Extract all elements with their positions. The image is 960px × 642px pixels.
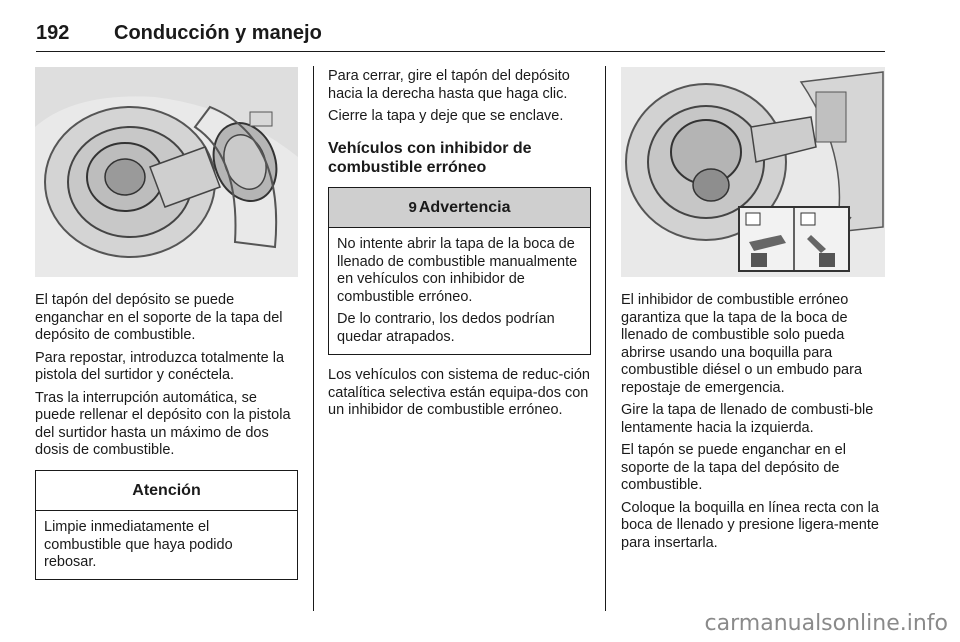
section-heading: Vehículos con inhibidor de combustible erróneo: [328, 140, 532, 176]
paragraph: Coloque la boquilla en línea recta con la boca de llenado y presione ligera-mente para insertarla.: [621, 499, 879, 551]
column3-text: [621, 292, 889, 557]
caution-text: Limpie inmediatamente el combustible que haya podido rebosar.: [44, 519, 233, 570]
paragraph: Gire la tapa de llenado de combusti-ble lentamente hacia la izquierda.: [621, 402, 874, 436]
paragraph: Para repostar, introduzca totalmente la pistola del surtidor y conéctela.: [35, 349, 285, 383]
caution-title: Atención: [36, 471, 297, 511]
caution-box: [35, 470, 298, 580]
column2-text: [328, 367, 593, 425]
paragraph: El tapón se puede enganchar en el soporte de la tapa del depósito de combustible.: [621, 442, 846, 493]
warning-title: Advertencia: [418, 198, 511, 216]
column1-text: [35, 292, 300, 465]
warning-text: De lo contrario, los dedos podrían quedar atrapados.: [337, 311, 555, 345]
paragraph: El inhibidor de combustible erróneo garantiza que la tapa de la boca de llenado de combustible solo pueda abrirse usando una boquilla para combustible diésel o un embudo para repostaje de emergencia.: [621, 292, 863, 396]
watermark: carmanualsonline.info: [704, 611, 948, 636]
column-divider: [313, 66, 314, 611]
warning-box: [328, 187, 591, 355]
warning-header: [329, 188, 590, 228]
warning-triangle-icon: 9: [408, 199, 417, 216]
paragraph: Tras la interrupción automática, se puede rellenar el depósito con la pistola del surtidor hasta un máximo de dos dosis de combustible.: [35, 389, 291, 458]
page-header: [36, 22, 885, 52]
column-divider: [605, 66, 606, 611]
page-title: Conducción y manejo: [114, 22, 322, 44]
paragraph: Para cerrar, gire el tapón del depósito hacia la derecha hasta que haga clic.: [328, 68, 570, 102]
column2-intro: [328, 68, 593, 131]
misfuel-inhibitor-illustration: [621, 67, 885, 277]
fuel-cap-illustration: [35, 67, 298, 277]
paragraph: El tapón del depósito se puede enganchar en el soporte de la tapa del depósito de combustible.: [35, 292, 283, 343]
warning-text: No intente abrir la tapa de la boca de llenado de combustible manualmente en vehículos con inhibidor de combustible erróneo.: [337, 236, 578, 305]
paragraph: Los vehículos con sistema de reduc-ción catalítica selectiva están equipa-dos con un inhibidor de combustible erróneo.: [328, 367, 590, 418]
page-number: 192: [36, 22, 70, 44]
paragraph: Cierre la tapa y deje que se enclave.: [328, 108, 564, 124]
